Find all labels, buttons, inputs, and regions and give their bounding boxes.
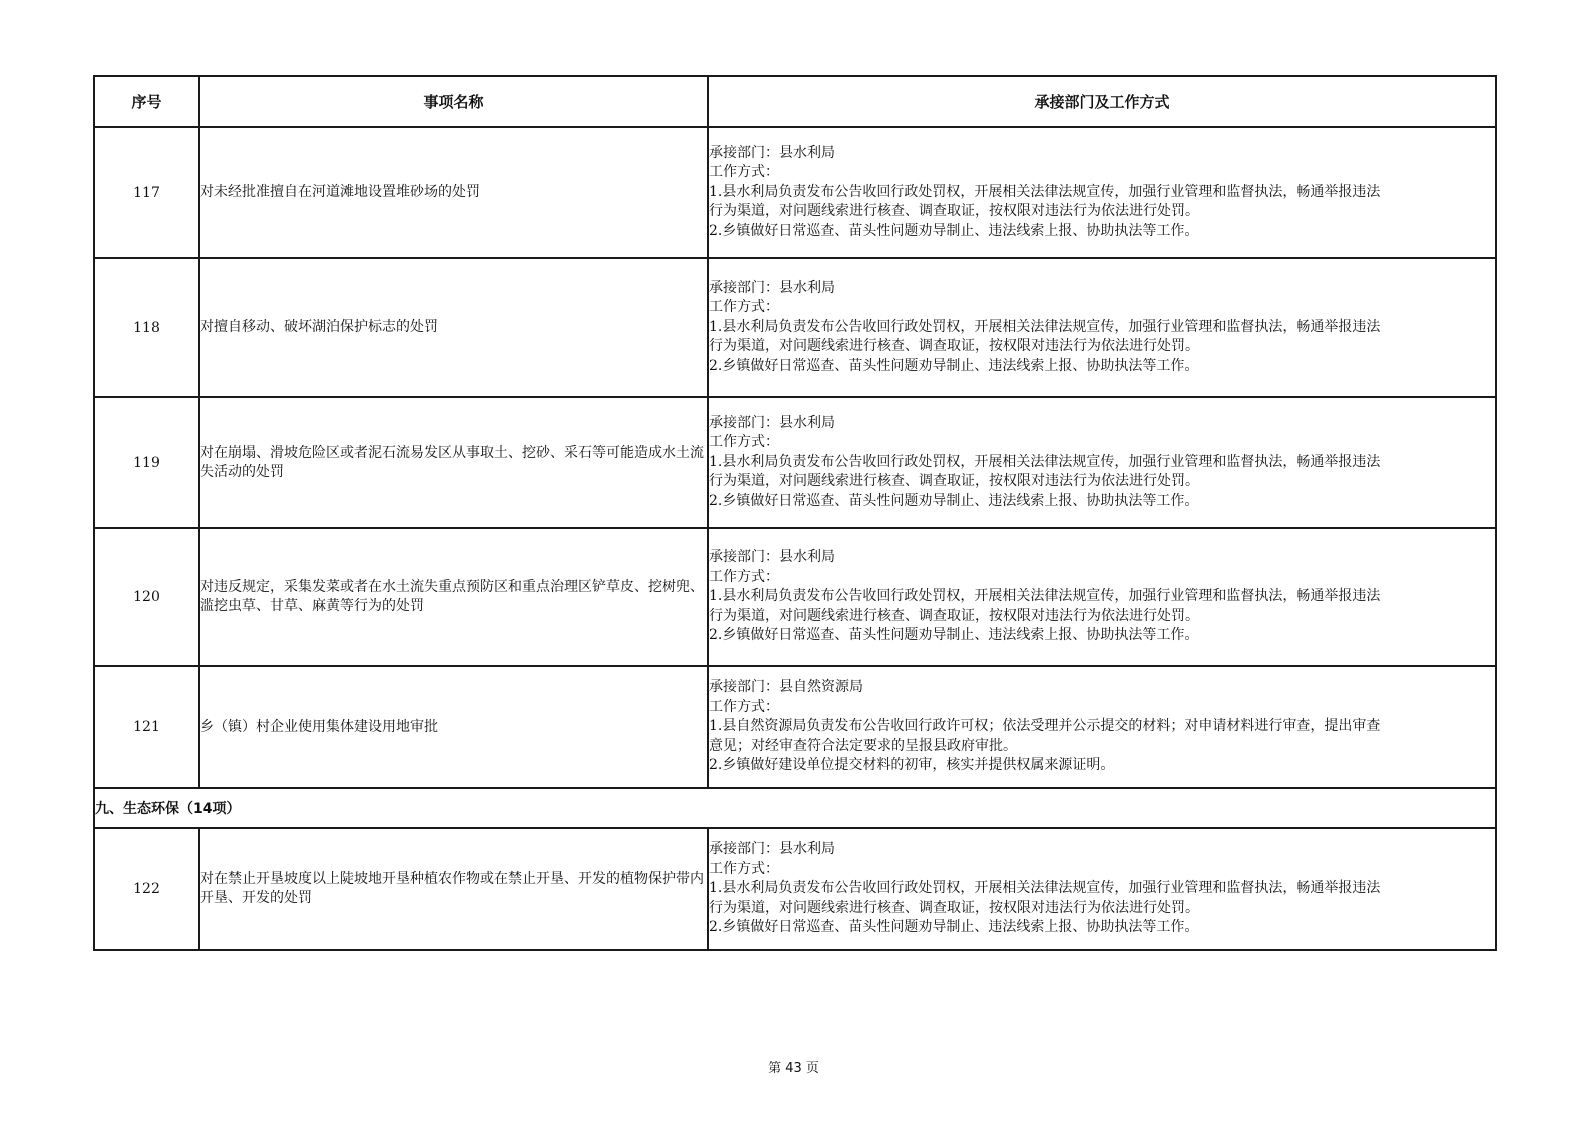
dept-line: 行为渠道，对问题线索进行核查、调查取证，按权限对违法行为依法进行处罚。 bbox=[709, 473, 1199, 490]
table-row bbox=[94, 397, 1496, 528]
table-row bbox=[94, 666, 1496, 788]
dept-line: 行为渠道，对问题线索进行核查、调查取证，按权限对违法行为依法进行处罚。 bbox=[709, 607, 1199, 624]
table-row bbox=[94, 127, 1496, 258]
row-name: 对在崩塌、滑坡危险区或者泥石流易发区从事取土、挖砂、采石等可能造成水土流失活动的处罚 bbox=[199, 397, 708, 528]
dept-line: 工作方式： bbox=[709, 164, 779, 181]
dept-line: 意见；对经审查符合法定要求的呈报县政府审批。 bbox=[709, 737, 1017, 754]
row-dept bbox=[708, 666, 1496, 788]
dept-line: 1.县水利局负责发布公告收回行政处罚权，开展相关法律法规宣传，加强行业管理和监督执法，畅通举报违法 bbox=[709, 318, 1381, 335]
table-row bbox=[94, 528, 1496, 666]
dept-line: 1.县水利局负责发布公告收回行政处罚权，开展相关法律法规宣传，加强行业管理和监督执法，畅通举报违法 bbox=[709, 588, 1381, 605]
dept-line: 工作方式： bbox=[709, 568, 779, 585]
header-dept: 承接部门及工作方式 bbox=[708, 76, 1496, 127]
dept-line: 行为渠道，对问题线索进行核查、调查取证，按权限对违法行为依法进行处罚。 bbox=[709, 899, 1199, 916]
dept-line: 承接部门：县自然资源局 bbox=[709, 679, 863, 696]
dept-line: 行为渠道，对问题线索进行核查、调查取证，按权限对违法行为依法进行处罚。 bbox=[709, 338, 1199, 355]
dept-line: 2.乡镇做好日常巡查、苗头性问题劝导制止、违法线索上报、协助执法等工作。 bbox=[709, 222, 1199, 239]
dept-line: 2.乡镇做好日常巡查、苗头性问题劝导制止、违法线索上报、协助执法等工作。 bbox=[709, 627, 1199, 644]
header-row bbox=[94, 76, 1496, 127]
table-row bbox=[94, 828, 1496, 950]
dept-line: 承接部门：县水利局 bbox=[709, 279, 835, 296]
dept-line: 2.乡镇做好日常巡查、苗头性问题劝导制止、违法线索上报、协助执法等工作。 bbox=[709, 919, 1199, 936]
row-dept bbox=[708, 397, 1496, 528]
row-num: 119 bbox=[94, 397, 199, 528]
header-name: 事项名称 bbox=[199, 76, 708, 127]
dept-line: 1.县自然资源局负责发布公告收回行政许可权；依法受理并公示提交的材料；对申请材料进行审查，提出审查 bbox=[709, 718, 1381, 735]
dept-line: 2.乡镇做好日常巡查、苗头性问题劝导制止、违法线索上报、协助执法等工作。 bbox=[709, 492, 1199, 509]
dept-line: 承接部门：县水利局 bbox=[709, 144, 835, 161]
header-num: 序号 bbox=[94, 76, 199, 127]
row-num: 120 bbox=[94, 528, 199, 666]
table-row bbox=[94, 258, 1496, 397]
row-dept bbox=[708, 127, 1496, 258]
dept-line: 工作方式： bbox=[709, 860, 779, 877]
section-row bbox=[94, 788, 1496, 828]
page-number: 第 43 页 bbox=[768, 1061, 819, 1076]
row-dept bbox=[708, 528, 1496, 666]
dept-line: 行为渠道，对问题线索进行核查、调查取证，按权限对违法行为依法进行处罚。 bbox=[709, 203, 1199, 220]
dept-line: 1.县水利局负责发布公告收回行政处罚权，开展相关法律法规宣传，加强行业管理和监督执法，畅通举报违法 bbox=[709, 880, 1381, 897]
row-name: 对未经批准擅自在河道滩地设置堆砂场的处罚 bbox=[199, 127, 708, 258]
row-num: 117 bbox=[94, 127, 199, 258]
dept-line: 1.县水利局负责发布公告收回行政处罚权，开展相关法律法规宣传，加强行业管理和监督执法，畅通举报违法 bbox=[709, 453, 1381, 470]
dept-line: 承接部门：县水利局 bbox=[709, 549, 835, 566]
row-dept bbox=[708, 828, 1496, 950]
row-num: 121 bbox=[94, 666, 199, 788]
row-name: 乡（镇）村企业使用集体建设用地审批 bbox=[199, 666, 708, 788]
dept-line: 工作方式： bbox=[709, 698, 779, 715]
row-num: 122 bbox=[94, 828, 199, 950]
row-num: 118 bbox=[94, 258, 199, 397]
dept-line: 1.县水利局负责发布公告收回行政处罚权，开展相关法律法规宣传，加强行业管理和监督执法，畅通举报违法 bbox=[709, 183, 1381, 200]
row-name: 对违反规定，采集发菜或者在水土流失重点预防区和重点治理区铲草皮、挖树兜、滥挖虫草、甘草、麻黄等行为的处罚 bbox=[199, 528, 708, 666]
dept-line: 2.乡镇做好日常巡查、苗头性问题劝导制止、违法线索上报、协助执法等工作。 bbox=[709, 357, 1199, 374]
dept-line: 工作方式： bbox=[709, 434, 779, 451]
section-title: 九、生态环保（14项） bbox=[94, 788, 1496, 828]
matters-table bbox=[93, 75, 1497, 951]
row-dept bbox=[708, 258, 1496, 397]
dept-line: 2.乡镇做好建设单位提交材料的初审，核实并提供权属来源证明。 bbox=[709, 757, 1115, 774]
dept-line: 承接部门：县水利局 bbox=[709, 414, 835, 431]
dept-line: 工作方式： bbox=[709, 299, 779, 316]
row-name: 对擅自移动、破坏湖泊保护标志的处罚 bbox=[199, 258, 708, 397]
row-name: 对在禁止开垦坡度以上陡坡地开垦种植农作物或在禁止开垦、开发的植物保护带内开垦、开发的处罚 bbox=[199, 828, 708, 950]
dept-line: 承接部门：县水利局 bbox=[709, 841, 835, 858]
